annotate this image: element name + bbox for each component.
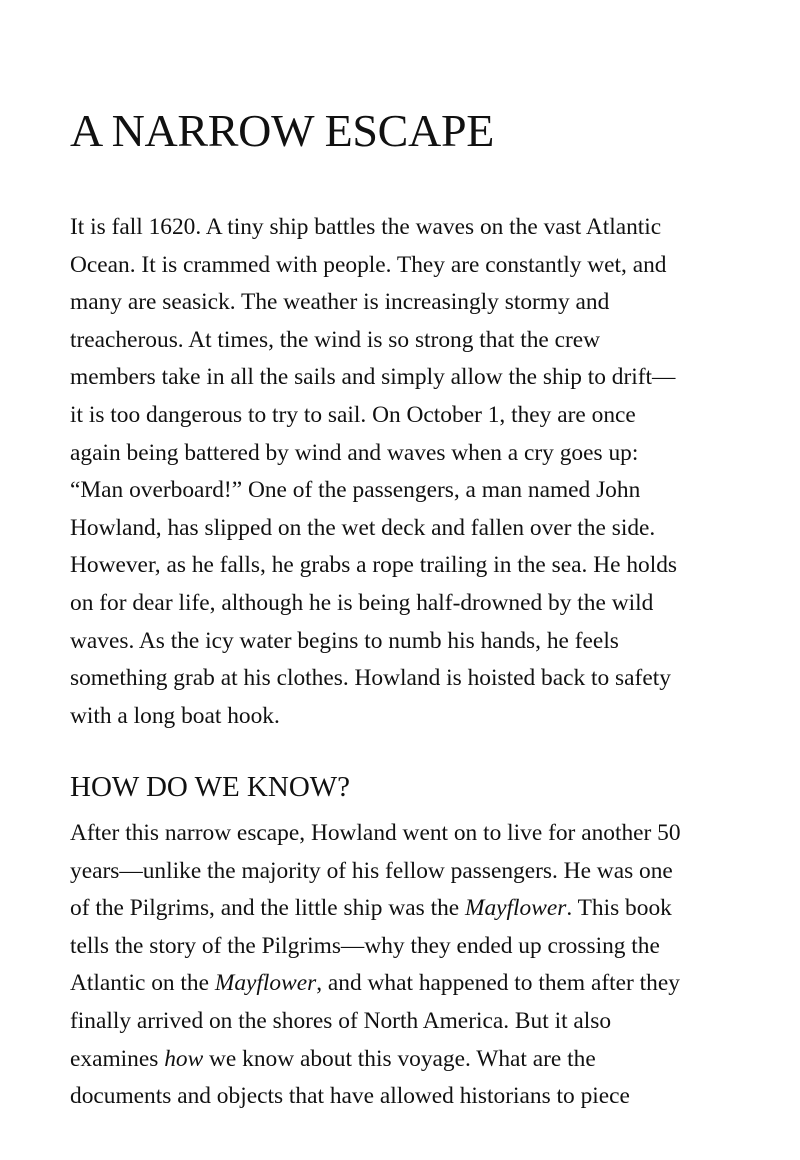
paragraph-line: members take in all the sails and simply allow the ship to drift— xyxy=(70,364,676,391)
ship-name-italic: Mayflower xyxy=(465,895,567,922)
paragraph-line: It is fall 1620. A tiny ship battles the waves on the vast Atlantic xyxy=(70,214,662,240)
paragraph-line: waves. As the icy water begins to numb his hands, he feels xyxy=(70,627,619,654)
paragraph-line: years—unlike the majority of his fellow passengers. He was one xyxy=(70,857,673,884)
paragraph-line: Ocean. It is crammed with people. They are constantly wet, and xyxy=(70,251,667,278)
paragraph-line xyxy=(70,890,750,928)
paragraph-line: with a long boat hook. xyxy=(70,702,280,729)
section-heading: HOW DO WE KNOW? xyxy=(70,771,351,803)
intro-paragraph xyxy=(70,209,750,735)
paragraph-line: again being battered by wind and waves when a cry goes up: xyxy=(70,439,639,466)
paragraph-line: treacherous. At times, the wind is so strong that the crew xyxy=(70,326,601,353)
paragraph-line: on for dear life, although he is being half-drowned by the wild xyxy=(70,589,654,616)
paragraph-line xyxy=(70,1041,750,1079)
emphasis-how: how xyxy=(164,1045,204,1072)
text-run: of the Pilgrims, and the little ship was the xyxy=(70,895,465,922)
text-run: , and what happened to them after they xyxy=(316,970,680,997)
ship-name-italic: Mayflower xyxy=(214,970,317,997)
paragraph-line: After this narrow escape, Howland went on to live for another 50 xyxy=(70,820,681,846)
paragraph-line: it is too dangerous to try to sail. On October 1, they are once xyxy=(70,401,636,428)
text-run: examines xyxy=(70,1045,165,1072)
text-run: . This book xyxy=(566,895,672,922)
paragraph-line: documents and objects that have allowed historians to piece xyxy=(70,1083,630,1110)
paragraph-line: Howland, has slipped on the wet deck and fallen over the side. xyxy=(70,514,656,541)
paragraph-line: However, as he falls, he grabs a rope trailing in the sea. He holds xyxy=(70,552,678,579)
paragraph-line: tells the story of the Pilgrims—why they ended up crossing the xyxy=(70,932,660,959)
text-run: we know about this voyage. What are the xyxy=(203,1045,596,1072)
text-run: Atlantic on the xyxy=(70,970,215,997)
paragraph-line: many are seasick. The weather is increasingly stormy and xyxy=(70,289,610,316)
paragraph-line xyxy=(70,965,750,1003)
paragraph-line: finally arrived on the shores of North America. But it also xyxy=(70,1007,612,1034)
chapter-title: A NARROW ESCAPE xyxy=(70,105,495,156)
section-paragraph xyxy=(70,815,750,1116)
paragraph-line: “Man overboard!” One of the passengers, a man named John xyxy=(70,477,641,504)
paragraph-line: something grab at his clothes. Howland is hoisted back to safety xyxy=(70,665,671,692)
